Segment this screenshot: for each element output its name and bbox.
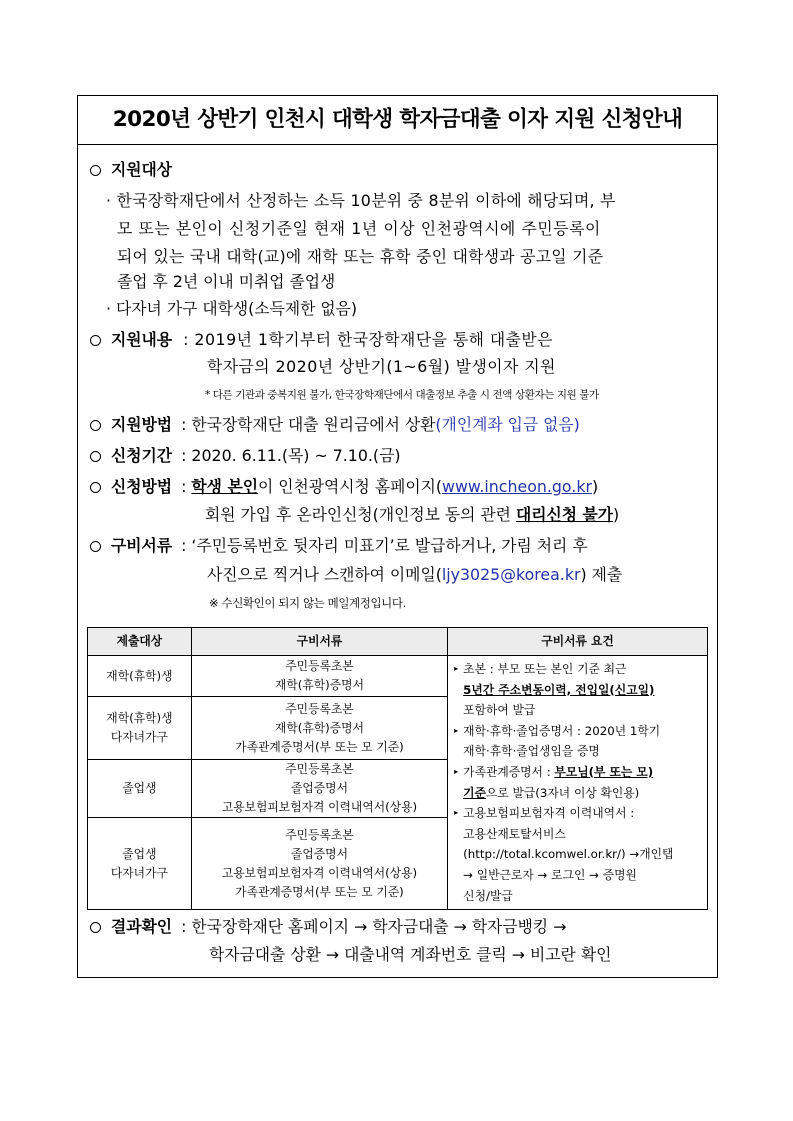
- doc-item: 졸업증명서: [290, 846, 348, 861]
- triangle-bullet-icon: ▸: [454, 725, 459, 735]
- table-cell-target: 졸업생 다자녀가구: [88, 818, 192, 910]
- apply-row: [90, 477, 598, 497]
- doc-item: 주민등록초본: [285, 827, 354, 842]
- table-cell-docs: [191, 818, 447, 910]
- apply-text-2: 회원 가입 후 온라인신청(개인정보 동의 관련: [205, 505, 516, 524]
- apply-who: 학생 본인: [191, 477, 258, 496]
- period-row: [90, 446, 401, 466]
- doc-item: 고용보험피보험자격 이력내역서(상용): [221, 865, 418, 880]
- page-title: 2020년 상반기 인천시 대학생 학자금대출 이자 지원 신청안내: [77, 95, 718, 145]
- doc-item: 주민등록초본: [285, 659, 354, 673]
- result-label: 결과확인: [111, 917, 173, 936]
- triangle-bullet-icon: ▸: [454, 664, 459, 673]
- req-line: → 일반근로자 → 로그인 → 증명원: [463, 867, 637, 882]
- result-line-2: 학자금대출 상환 → 대출내역 계좌번호 클릭 → 비고란 확인: [209, 945, 612, 964]
- table-cell-target: 재학(휴학)생 다자녀가구: [88, 697, 192, 760]
- req-line: 신청/발급: [463, 888, 513, 903]
- table-row: [88, 656, 708, 697]
- req-emphasis: 5년간 주소변동이력, 전입일(신고일): [463, 682, 655, 697]
- table-header-row: [88, 628, 708, 656]
- circle-bullet-icon: [90, 482, 101, 493]
- apply-label: 신청방법: [111, 477, 173, 496]
- requirements-cell: ▸ 초본 : 부모 또는 본인 기준 최근 5년간 주소변동이력, 전입일(신고일) 포함하여 발급 ▸ 재학·휴학·졸업증명서 : 2020년 1학기 재학·휴학·졸업생임을 증명 ▸ 가족관계증명서 : 부모님(부 또는 모) 기준으로 발급(3자녀 이상 확인용) ▸ 고용보험피보험자격 이력내역서 : 고용산재토탈서비스 (http://total.kcomwel.or.kr/) →개인탭 → 일반근로자 → 로그인 → 증명원 신청/발급: [448, 656, 708, 910]
- target-line-4: 졸업 후 2년 이내 미취업 졸업생: [117, 272, 336, 291]
- req-item-insurance: ▸ 고용보험피보험자격 이력내역서 :: [454, 803, 703, 824]
- apply-colon: :: [181, 477, 192, 496]
- content-row: [90, 330, 553, 350]
- req-line: 고용산재토탈서비스: [463, 826, 566, 841]
- req-emphasis: 기준: [463, 785, 486, 800]
- docs-row: [90, 536, 588, 556]
- method-row: [90, 415, 580, 435]
- req-item-certificate: ▸ 재학·휴학·졸업증명서 : 2020년 1학기: [454, 721, 703, 742]
- target-line-5: · 다자녀 가구 대학생(소득제한 없음): [106, 299, 358, 318]
- apply-text-1b: ): [591, 477, 599, 496]
- doc-item: 재학(휴학)증명서: [274, 678, 364, 692]
- table-cell-target: 재학(휴학)생: [88, 656, 192, 697]
- circle-bullet-icon: [90, 165, 101, 176]
- req-emphasis: 부모님(부 또는 모): [554, 764, 654, 779]
- table-header: 구비서류 요건: [448, 628, 708, 656]
- apply-proxy-warning: 대리신청 불가: [515, 505, 614, 524]
- content-line-1: : 2019년 1학기부터 한국장학재단을 통해 대출받은: [183, 330, 553, 349]
- period-label: 신청기간: [111, 446, 173, 465]
- method-text: : 한국장학재단 대출 원리금에서 상환: [181, 415, 436, 434]
- docs-line-2a: 사진으로 찍거나 스캔하여 이메일(: [207, 565, 442, 584]
- doc-item: 가족관계증명서(부 또는 모 기준): [235, 739, 404, 754]
- result-line-1: : 한국장학재단 홈페이지 → 학자금대출 → 학자금뱅킹 →: [181, 917, 567, 936]
- table-cell-docs: [191, 760, 447, 818]
- method-label: 지원방법: [111, 415, 173, 434]
- content-line-2: 학자금의 2020년 상반기(1~6월) 발생이자 지원: [207, 357, 556, 376]
- period-text: : 2020. 6.11.(목) ~ 7.10.(금): [181, 446, 401, 465]
- docs-line-2: [207, 565, 622, 585]
- docs-label: 구비서류: [111, 536, 173, 555]
- docs-note: ※ 수신확인이 되지 않는 메일계정입니다.: [209, 596, 406, 610]
- target-line-1: · 한국장학재단에서 산정하는 소득 10분위 중 8분위 이하에 해당되며, 부: [106, 191, 616, 210]
- doc-item: 주민등록초본: [285, 762, 354, 776]
- triangle-bullet-icon: ▸: [454, 808, 459, 818]
- apply-line-2: [205, 505, 619, 525]
- circle-bullet-icon: [90, 541, 101, 552]
- method-blue-note: (개인계좌 입금 없음): [435, 415, 580, 434]
- target-label: 지원대상: [111, 160, 173, 179]
- triangle-bullet-icon: ▸: [454, 766, 459, 776]
- circle-bullet-icon: [90, 420, 101, 431]
- table-cell-docs: [191, 656, 447, 697]
- circle-bullet-icon: [90, 451, 101, 462]
- doc-item: 고용보험피보험자격 이력내역서(상용): [221, 800, 418, 814]
- homepage-link[interactable]: www.incheon.go.kr: [442, 477, 592, 496]
- result-row: [90, 917, 566, 937]
- table-header: 제출대상: [88, 628, 192, 656]
- apply-text-2b: ): [613, 505, 620, 524]
- table-cell-docs: [191, 697, 447, 760]
- req-line: 포함하여 발급: [463, 703, 536, 718]
- doc-item: 졸업증명서: [290, 781, 348, 795]
- req-url-line: (http://total.kcomwel.or.kr/) →개인탭: [463, 847, 674, 862]
- content-note: * 다른 기관과 중복지원 불가, 한국장학재단에서 대출정보 추출 시 전액 상환자는 지원 불가: [205, 389, 599, 401]
- circle-bullet-icon: [90, 335, 101, 346]
- apply-text-1: 이 인천광역시청 홈페이지(: [257, 477, 443, 496]
- docs-line-2b: ) 제출: [580, 565, 623, 584]
- docs-line-1: : ‘주민등록번호 뒷자리 미표기’로 발급하거나, 가림 처리 후: [181, 536, 588, 555]
- documents-table: [87, 627, 708, 910]
- circle-bullet-icon: [90, 922, 101, 933]
- target-heading: [90, 160, 172, 180]
- req-item-family: ▸ 가족관계증명서 : 부모님(부 또는 모): [454, 762, 703, 783]
- doc-item: 가족관계증명서(부 또는 모 기준): [235, 884, 404, 899]
- table-header: 구비서류: [191, 628, 447, 656]
- doc-item: 재학(휴학)증명서: [274, 720, 364, 735]
- req-line: 재학·휴학·졸업생임을 증명: [463, 744, 600, 759]
- email-link[interactable]: ljy3025@korea.kr: [441, 565, 581, 584]
- doc-item: 주민등록초본: [285, 701, 354, 716]
- target-line-2: 모 또는 본인이 신청기준일 현재 1년 이상 인천광역시에 주민등록이: [117, 219, 601, 238]
- target-line-3: 되어 있는 국내 대학(교)에 재학 또는 휴학 중인 대학생과 공고일 기준: [117, 247, 604, 266]
- content-label: 지원내용: [111, 330, 173, 349]
- table-cell-target: 졸업생: [88, 760, 192, 818]
- req-item-abstract: ▸ 초본 : 부모 또는 본인 기준 최근: [454, 659, 703, 680]
